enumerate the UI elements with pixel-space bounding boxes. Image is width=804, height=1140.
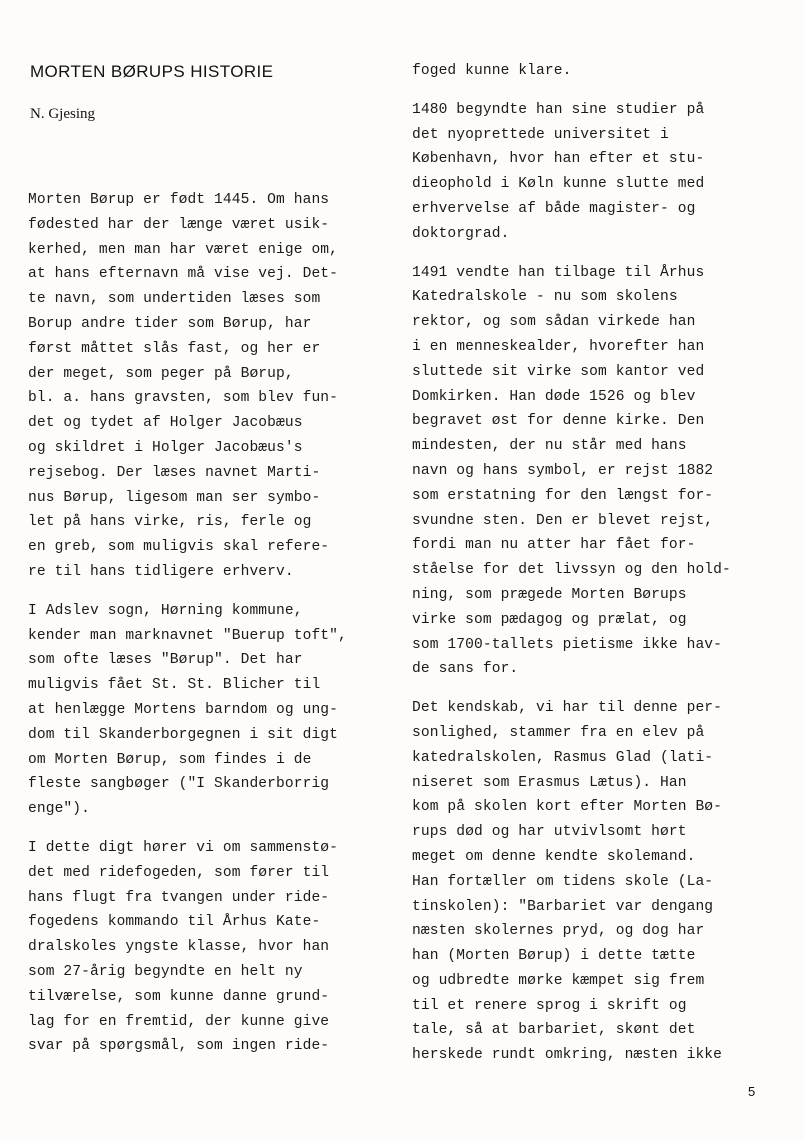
text-line: enge"). [28, 801, 91, 818]
text-line: fogedens kommando til Århus Kate- [28, 914, 321, 931]
text-line: svar på spørgsmål, som ingen ride- [28, 1038, 330, 1055]
text-line: at henlægge Mortens barndom og ung- [28, 701, 339, 718]
text-line: virke som pædagog og prælat, og [412, 611, 687, 628]
text-line: 1491 vendte han tilbage til Århus [412, 264, 705, 281]
paragraph [412, 696, 772, 1068]
article-title: MORTEN BØRUPS HISTORIE [30, 62, 274, 81]
text-line: i en menneskealder, hvorefter han [412, 338, 705, 355]
text-line: muligvis fået St. St. Blicher til [28, 677, 321, 694]
text-line: hans flugt fra tvangen under ride- [28, 889, 330, 906]
text-line: herskede rundt omkring, næsten ikke [412, 1047, 723, 1064]
text-line: fleste sangbøger ("I Skanderborrig [28, 776, 330, 793]
text-line: rejsebog. Der læses navnet Marti- [28, 464, 321, 481]
text-line: rups død og har utvivlsomt hørt [412, 824, 687, 841]
text-line: om Morten Børup, som findes i de [28, 751, 312, 768]
text-line: som ofte læses "Børup". Det har [28, 652, 303, 669]
text-line: svundne sten. Den er blevet rejst, [412, 512, 714, 529]
text-line: Katedralskole - nu som skolens [412, 289, 678, 306]
text-line: lag for en fremtid, der kunne give [28, 1013, 330, 1030]
text-line: de sans for. [412, 661, 519, 678]
text-line: begravet øst for denne kirke. Den [412, 413, 705, 430]
text-line: til et renere sprog i skrift og [412, 997, 687, 1014]
text-line: der meget, som peger på Børup, [28, 365, 294, 382]
text-line: København, hvor han efter et stu- [412, 151, 705, 168]
text-line: det nyoprettede universitet i [412, 126, 669, 143]
text-line: te navn, som undertiden læses som [28, 291, 321, 308]
text-line: katedralskolen, Rasmus Glad (lati- [412, 749, 714, 766]
paragraph [412, 98, 772, 247]
text-line: dieophold i Køln kunne slutte med [412, 176, 705, 193]
text-line: Borup andre tider som Børup, har [28, 315, 312, 332]
paragraph [28, 188, 388, 585]
text-line: nus Børup, ligesom man ser symbo- [28, 489, 321, 506]
text-line: og skildret i Holger Jacobæus's [28, 439, 303, 456]
text-line: Det kendskab, vi har til denne per- [412, 700, 723, 717]
text-line: I Adslev sogn, Hørning kommune, [28, 602, 303, 619]
text-line: bl. a. hans gravsten, som blev fun- [28, 390, 339, 407]
text-line: foged kunne klare. [412, 63, 572, 79]
text-line: fordi man nu atter har fået for- [412, 537, 696, 554]
text-line: først måttet slås fast, og her er [28, 340, 321, 357]
text-line: rektor, og som sådan virkede han [412, 314, 696, 331]
text-line: meget om denne kendte skolemand. [412, 848, 696, 865]
paragraph [28, 599, 388, 822]
text-line: dralskoles yngste klasse, hvor han [28, 939, 330, 956]
text-line: som 1700-tallets pietisme ikke hav- [412, 636, 723, 653]
text-line: det med ridefogeden, som fører til [28, 864, 330, 881]
text-line: som erstatning for den længst for- [412, 487, 714, 504]
paragraph [412, 59, 772, 84]
text-line: niseret som Erasmus Lætus). Han [412, 774, 687, 791]
paragraph [412, 261, 772, 683]
text-line: 1480 begyndte han sine studier på [412, 101, 705, 118]
text-line: sluttede sit virke som kantor ved [412, 363, 705, 380]
text-line: som 27-årig begyndte en helt ny [28, 963, 303, 980]
text-line: næsten skolernes pryd, og dog har [412, 923, 705, 940]
left-text-column [28, 188, 388, 1073]
text-line: Morten Børup er født 1445. Om hans [28, 192, 330, 208]
text-line: ståelse for det livssyn og den hold- [412, 562, 731, 579]
text-line: fødested har der længe været usik- [28, 216, 330, 233]
text-line: kender man marknavnet "Buerup toft", [28, 627, 347, 644]
text-line: re til hans tidligere erhverv. [28, 563, 294, 580]
text-line: Han fortæller om tidens skole (La- [412, 873, 714, 890]
text-line: navn og hans symbol, er rejst 1882 [412, 462, 714, 479]
right-text-column [412, 59, 772, 1082]
text-line: I dette digt hører vi om sammenstø- [28, 839, 339, 856]
text-line: en greb, som muligvis skal refere- [28, 539, 330, 556]
text-line: at hans efternavn må vise vej. Det- [28, 266, 339, 283]
article-author: N. Gjesing [30, 106, 95, 122]
text-line: Domkirken. Han døde 1526 og blev [412, 388, 696, 405]
text-line: dom til Skanderborgegnen i sit digt [28, 726, 339, 743]
text-line: mindesten, der nu står med hans [412, 438, 687, 455]
text-line: let på hans virke, ris, ferle og [28, 514, 312, 531]
page-number: 5 [748, 1084, 756, 1099]
text-line: erhvervelse af både magister- og [412, 200, 696, 217]
text-line: tilværelse, som kunne danne grund- [28, 988, 330, 1005]
text-line: tinskolen): "Barbariet var dengang [412, 898, 714, 915]
text-line: kom på skolen kort efter Morten Bø- [412, 799, 723, 816]
text-line: ning, som prægede Morten Børups [412, 586, 687, 603]
text-line: han (Morten Børup) i dette tætte [412, 948, 696, 965]
text-line: kerhed, men man har været enige om, [28, 241, 339, 258]
text-line: doktorgrad. [412, 225, 510, 242]
text-line: og udbredte mørke kæmpet sig frem [412, 972, 705, 989]
text-line: tale, så at barbariet, skønt det [412, 1022, 696, 1039]
text-line: det og tydet af Holger Jacobæus [28, 415, 303, 432]
paragraph [28, 836, 388, 1059]
text-line: sonlighed, stammer fra en elev på [412, 724, 705, 741]
